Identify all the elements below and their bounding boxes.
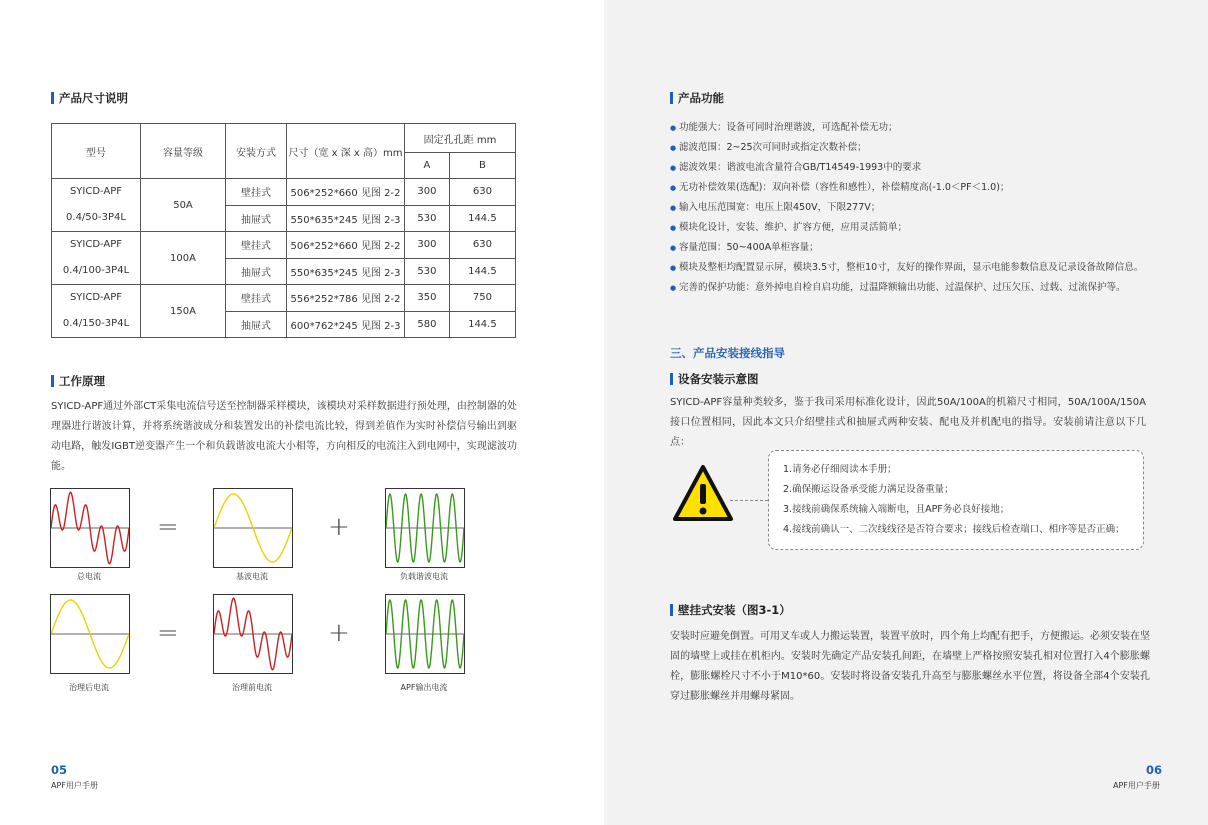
install-cell: 抽屉式 <box>226 311 287 338</box>
model-line: 0.4/100-3P4L <box>62 265 130 276</box>
size-cell: 556*252*786 见图 2-2 <box>287 285 405 312</box>
list-item: ● 容量范围：50~400A单柜容量； <box>670 238 1150 258</box>
b-cell: 630 <box>449 232 515 259</box>
a-cell: 530 <box>405 205 450 232</box>
notice-item: 3.接线前确保系统输入端断电，且APF务必良好接地； <box>783 504 1010 515</box>
size-cell: 550*635*245 见图 2-3 <box>287 258 405 285</box>
function-section-title: 产品功能 <box>670 91 724 105</box>
warning-icon <box>672 464 734 522</box>
list-item: ● 滤波范围：2~25次可同时或指定次数补偿； <box>670 138 1150 158</box>
b-cell: 144.5 <box>449 258 515 285</box>
notice-item: 4.接线前确认一、二次线线径是否符合要求；接线后检查端口、相序等是否正确； <box>783 524 1125 535</box>
notice-item: 2.确保搬运设备承受能力满足设备重量； <box>783 484 954 495</box>
capacity-cell: 100A <box>141 232 226 285</box>
install-cell: 抽屉式 <box>226 205 287 232</box>
label-after: 治理后电流 <box>69 683 109 692</box>
wall-section-title: 壁挂式安装（图3-1） <box>670 603 791 617</box>
label-load-harmonic: 负载谐波电流 <box>400 572 448 581</box>
plus-sign: + <box>328 512 350 542</box>
equals-sign: = <box>157 512 179 542</box>
chapter-title: 三、产品安装接线指导 <box>670 346 785 360</box>
wave-apf-out <box>385 594 465 674</box>
model-cell <box>52 179 141 232</box>
wave-before-svg <box>214 595 292 673</box>
table-row <box>52 285 516 312</box>
wave-apf-out-svg <box>386 595 464 673</box>
size-section-title: 产品尺寸说明 <box>51 91 128 105</box>
feature-list <box>670 118 1150 298</box>
wave-fundamental-svg <box>214 489 292 567</box>
wave-before <box>213 594 293 674</box>
connector-line <box>730 500 768 501</box>
size-cell: 506*252*660 见图 2-2 <box>287 232 405 259</box>
wave-total <box>50 488 130 568</box>
model-line: SYICD-APF <box>69 186 123 197</box>
principle-section-title: 工作原理 <box>51 374 105 388</box>
install-section-title: 设备安装示意图 <box>670 372 759 386</box>
model-cell <box>52 285 141 338</box>
a-cell: 300 <box>405 232 450 259</box>
b-cell: 144.5 <box>449 311 515 338</box>
wave-fundamental <box>213 488 293 568</box>
install-cell: 壁挂式 <box>226 285 287 312</box>
notice-item: 1.请务必仔细阅读本手册； <box>783 464 897 475</box>
page-number-right: 06 <box>1146 763 1163 777</box>
model-line: 0.4/150-3P4L <box>62 318 130 329</box>
label-fundamental: 基波电流 <box>236 572 268 581</box>
install-cell: 壁挂式 <box>226 232 287 259</box>
principle-text: SYICD-APF通过外部CT采集电流信号送至控制器采样模块，该模块对采样数据进行预处理，由控制器的处理器进行谐波计算，并将系统谐波成分和装置发出的补偿电流比较，得到差值作为实时补偿信号输出到驱动电路，触发IGBT逆变器产生一个和负载谐波电流大小相等，方向相反的电流注入到电网中，实现滤波功能。 <box>51 401 517 472</box>
wave-load-harmonic-svg <box>386 489 464 567</box>
header-model: 型号 <box>52 124 141 179</box>
footer-right: APF用户手册 <box>1113 781 1160 790</box>
table-row <box>52 232 516 259</box>
list-item: ● 功能强大：设备可同时治理谐波，可选配补偿无功； <box>670 118 1150 138</box>
page-number-left: 05 <box>51 763 68 777</box>
header-capacity: 容量等级 <box>141 124 226 179</box>
install-text: SYICD-APF容量种类较多，鉴于我司采用标准化设计，因此50A/100A的机箱尺寸相同，50A/100A/150A接口位置相同，因此本文只介绍壁挂式和抽屉式两种安装、配电及并机配电的指导。安装前请注意以下几点： <box>670 397 1146 448</box>
model-line: 0.4/50-3P4L <box>66 212 126 223</box>
wave-after-svg <box>51 595 129 673</box>
size-table <box>51 123 516 338</box>
header-install: 安装方式 <box>226 124 287 179</box>
size-cell: 600*762*245 见图 2-3 <box>287 311 405 338</box>
capacity-cell: 50A <box>141 179 226 232</box>
a-cell: 300 <box>405 179 450 206</box>
list-item: ● 输入电压范围宽：电压上限450V，下限277V； <box>670 198 1150 218</box>
plus-sign: + <box>328 618 350 648</box>
size-cell: 506*252*660 见图 2-2 <box>287 179 405 206</box>
list-item: ● 无功补偿效果(选配)：双向补偿（容性和感性），补偿精度高(-1.0＜PF＜1.0)； <box>670 178 1150 198</box>
footer-left: APF用户手册 <box>51 781 98 790</box>
notice-box <box>768 450 1144 550</box>
wave-load-harmonic <box>385 488 465 568</box>
capacity-cell: 150A <box>141 285 226 338</box>
header-size: 尺寸（宽 x 深 x 高）mm <box>287 124 405 179</box>
wave-total-svg <box>51 489 129 567</box>
label-total: 总电流 <box>77 572 101 581</box>
list-item: ● 滤波效果：谐波电流含量符合GB/T14549-1993中的要求 <box>670 158 1150 178</box>
header-holes: 固定孔孔距 mm <box>405 124 516 153</box>
model-line: SYICD-APF <box>69 292 123 303</box>
header-b: B <box>449 153 515 179</box>
b-cell: 750 <box>449 285 515 312</box>
list-item: ● 模块及整柜均配置显示屏，模块3.5寸，整柜10寸，友好的操作界面，显示电能参数信息及记录设备故障信息。 <box>670 258 1150 278</box>
list-item: ● 模块化设计，安装、维护、扩容方便，应用灵活简单； <box>670 218 1150 238</box>
header-a: A <box>405 153 450 179</box>
b-cell: 630 <box>449 179 515 206</box>
list-item: ● 完善的保护功能：意外掉电自检自启功能，过温降额输出功能、过温保护、过压欠压、过载、过流保护等。 <box>670 278 1150 298</box>
table-row <box>52 179 516 206</box>
label-apf-out: APF输出电流 <box>400 683 448 692</box>
table-header-row <box>52 124 516 153</box>
wave-after <box>50 594 130 674</box>
label-before: 治理前电流 <box>232 683 272 692</box>
a-cell: 580 <box>405 311 450 338</box>
install-cell: 壁挂式 <box>226 179 287 206</box>
wall-text: 安装时应避免倒置。可用叉车或人力搬运装置，装置平放时，四个角上均配有把手，方便搬运。必须安装在坚固的墙壁上或挂在机柜内。安装时先确定产品安装孔间距，在墙壁上严格按照安装孔相对位置打入4个膨胀螺栓，膨胀螺栓尺寸不小于M10*60。安装时将设备安装孔升高至与膨胀螺丝水平位置，将设备全部4个安装孔穿过膨胀螺丝并用螺母紧固。 <box>670 631 1150 702</box>
equals-sign: = <box>157 618 179 648</box>
a-cell: 350 <box>405 285 450 312</box>
model-cell <box>52 232 141 285</box>
size-cell: 550*635*245 见图 2-3 <box>287 205 405 232</box>
b-cell: 144.5 <box>449 205 515 232</box>
a-cell: 530 <box>405 258 450 285</box>
model-line: SYICD-APF <box>69 239 123 250</box>
install-cell: 抽屉式 <box>226 258 287 285</box>
